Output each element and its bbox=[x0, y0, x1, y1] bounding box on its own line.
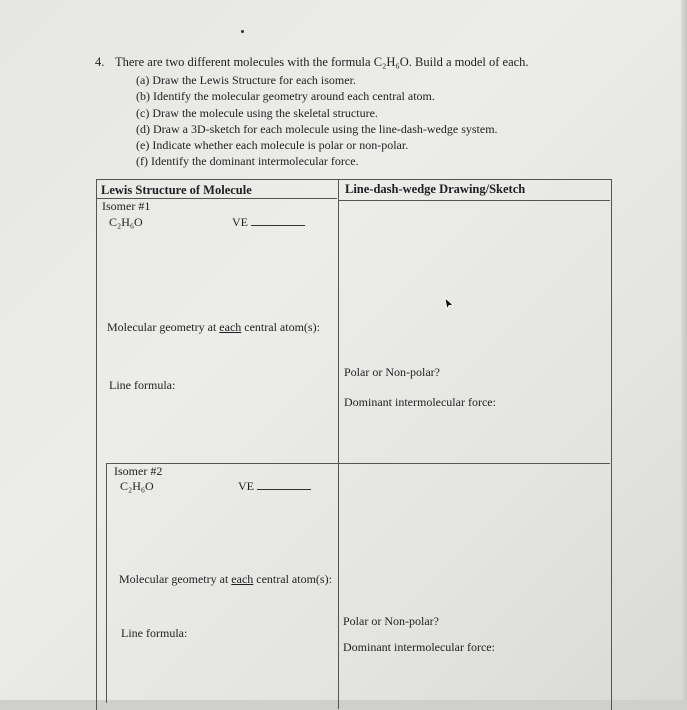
column-divider bbox=[338, 179, 339, 709]
isomer2-polar-question: Polar or Non-polar? bbox=[343, 614, 439, 628]
isomer1-imf-label: Dominant intermolecular force: bbox=[344, 395, 496, 409]
isomer2-line-formula-label: Line formula: bbox=[121, 626, 188, 640]
isomer1-label: Isomer #1 bbox=[102, 199, 151, 213]
question-parts bbox=[136, 72, 498, 170]
isomer1-line-formula-label: Line formula: bbox=[109, 378, 176, 392]
question-number: 4. bbox=[95, 55, 105, 69]
question-stem: There are two different molecules with the formula C₂H₆O. Build a model of each. bbox=[115, 55, 529, 69]
isomer2-ve-field[interactable] bbox=[238, 479, 311, 494]
isomer1-ve-label: VE bbox=[232, 215, 248, 229]
header-rule-right bbox=[339, 200, 610, 201]
mouse-pointer-icon bbox=[442, 296, 456, 310]
page-edge bbox=[681, 0, 687, 700]
isomer-divider bbox=[106, 463, 610, 464]
isomer2-left-border bbox=[106, 463, 107, 703]
col2-header: Line-dash-wedge Drawing/Sketch bbox=[345, 182, 526, 196]
isomer1-ve-field[interactable] bbox=[232, 215, 305, 230]
part-d: (d) Draw a 3D-sketch for each molecule using the line-dash-wedge system. bbox=[136, 121, 498, 136]
isomer2-ve-label: VE bbox=[238, 479, 254, 493]
part-e: (e) Indicate whether each molecule is polar or non-polar. bbox=[136, 138, 409, 153]
part-c: (c) Draw the molecule using the skeletal structure. bbox=[136, 105, 378, 120]
isomer2-ve-blank[interactable] bbox=[257, 480, 311, 490]
col1-header: Lewis Structure of Molecule bbox=[101, 183, 252, 197]
isomer1-ve-blank[interactable] bbox=[251, 216, 305, 226]
isomer1-geometry-label: Molecular geometry at each central atom(s): bbox=[107, 320, 320, 334]
isomer1-polar-question: Polar or Non-polar? bbox=[344, 365, 440, 379]
part-f: (f) Identify the dominant intermolecular force. bbox=[136, 154, 359, 169]
isomer2-label: Isomer #2 bbox=[114, 464, 163, 478]
part-b: (b) Identify the molecular geometry around each central atom. bbox=[136, 89, 435, 104]
isomer2-formula: C₂H₆O bbox=[120, 479, 154, 493]
paper-speck bbox=[241, 30, 244, 33]
part-a: (a) Draw the Lewis Structure for each isomer. bbox=[136, 73, 356, 87]
isomer2-geometry-label: Molecular geometry at each central atom(s): bbox=[119, 572, 332, 586]
isomer2-imf-label: Dominant intermolecular force: bbox=[343, 640, 495, 654]
isomer1-formula: C₂H₆O bbox=[109, 215, 143, 229]
